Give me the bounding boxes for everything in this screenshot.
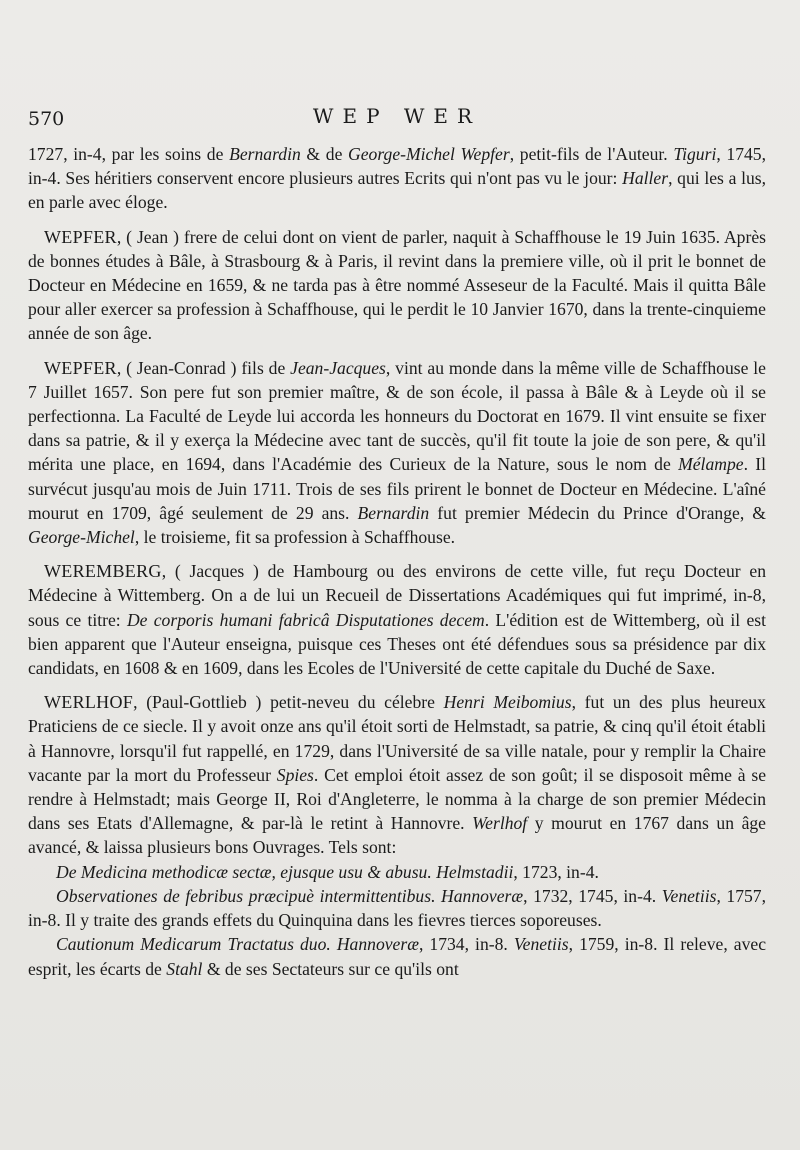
italic-span: Bernardin <box>229 144 301 164</box>
text-span: , (Paul-Gottlieb ) petit-neveu du célebre <box>133 692 444 713</box>
text-span: , qui les a lus, en parle avec éloge. <box>28 168 767 213</box>
italic-span: Mélampe <box>678 454 744 475</box>
entry-name: WEREMBERG <box>44 561 162 582</box>
bibliography-item <box>28 932 766 980</box>
italic-span: George-Michel Wepfer <box>348 144 510 164</box>
italic-span: Spies <box>276 764 314 785</box>
text-span: 1727, in-4, par les soins de <box>28 144 230 164</box>
italic-span: Bernardin <box>357 502 430 523</box>
italic-span: Observationes de febribus præcipuè intermittentibus. Hannoveræ <box>56 885 524 906</box>
italic-span: Jean-Jacques <box>290 357 386 378</box>
italic-span: De corporis humani fabricâ Disputationes decem <box>126 609 485 630</box>
italic-span: George-Michel <box>28 527 135 548</box>
entry-wepfer-jean-conrad <box>28 356 766 550</box>
italic-span: Henri Meibomius <box>443 692 572 713</box>
italic-span: Venetiis <box>661 885 717 906</box>
text-span: , 1745, in-4. Ses héritiers conservent encore plusieurs autres Ecrits qui n'ont pas vu le jour: <box>28 144 766 189</box>
text-span: , ( Jacques ) de Hambourg ou des environs de cette ville, fut reçu Docteur en Médecine à Wittemberg. On a de lui un Recueil de Dissertations Académiques qui fut imprimé, in-8, sous ce titre: <box>28 561 766 630</box>
italic-span: Tiguri <box>673 144 717 164</box>
text-span: , 1723, in-4. <box>513 861 599 882</box>
text-span: , ( Jean ) frere de celui dont on vient de parler, naquit à Schaffhouse le 19 Juin 1635. Après de bonnes études à Bâle, à Strasbourg & à Paris, il revint dans la premiere ville, où il prit le bonnet de Docteur en Médecine en 1659, & ne tarda pas à être nommé Asseseur de la Faculté. Mais il quitta Bâle pour aller exercer sa profession à Schaffhouse, qui le perdit le 10 Janvier 1670, dans la trente-cinquieme année de son âge. <box>28 226 766 344</box>
entry-name: WEPFER <box>44 226 117 247</box>
bibliography-item <box>28 884 766 932</box>
text-span: , 1757, in-8. Il y traite des grands effets du Quinquina dans les fievres tierces soporeuses. <box>28 885 767 931</box>
page-number: 570 <box>28 108 65 130</box>
page-header <box>28 104 766 142</box>
text-span: , ( Jean-Conrad ) fils de <box>116 357 291 378</box>
text-span: , le troisieme, fit sa profession à Schaffhouse. <box>134 527 456 548</box>
text-span: y mourut en 1767 dans un âge avancé, & laissa plusieurs bons Ouvrages. Tels sont: <box>28 813 766 858</box>
text-span: . L'édition est de Wittemberg, où il est bien apparent que l'Auteur enseigna, puisque ces Theses ont été défendues sous sa présidence par dix candidats, en 1608 & en 1609, dans les Ecoles de l'Université de cette capitale du Duché de Saxe. <box>28 609 766 679</box>
text-span: & de <box>300 144 349 164</box>
entry-werlhof <box>28 690 766 859</box>
italic-span: Werlhof <box>472 813 528 834</box>
entry-name: WERLHOF <box>44 692 134 713</box>
italic-span: Cautionum Medicarum Tractatus duo. Hannoveræ <box>56 934 419 955</box>
text-span: fut premier Médecin du Prince d'Orange, & <box>429 502 766 523</box>
text-span: , vint au monde dans la même ville de Schaffhouse le 7 Juillet 1657. Son pere fut son premier maître, & de son école, il passa à Bâle & à Leyde où il se perfectionna. La Faculté de Leyde lui accorda les honneurs du Doctorat en 1679. Il vint ensuite se fixer dans sa patrie, & il y exerça la Médecine avec tant de succès, qu'il fit toute la joie de son pere, & qu'il mérita une place, en 1694, dans l'Académie des Curieux de la Nature, sous le nom de <box>28 357 766 475</box>
text-span: . Il survécut jusqu'au mois de Juin 1711. Trois de ses fils prirent le bonnet de Docteur en Médecine. L'aîné mourut en 1709, âgé seulement de 29 ans. <box>28 454 767 523</box>
text-span: , 1759, in-8. Il releve, avec esprit, les écarts de <box>28 934 767 979</box>
continuation-paragraph <box>28 142 766 215</box>
text-span: & de ses Sectateurs sur ce qu'ils ont <box>202 958 459 979</box>
text-span: , fut un des plus heureux Praticiens de ce siecle. Il y avoit onze ans qu'il étoit sorti de Helmstadt, sa patrie, & cinq qu'il étoit établi à Hannovre, lorsqu'il fut rappellé, en 1729, dans l'Université de sa ville natale, pour y remplir la Chaire vacante par la mort du Professeur <box>28 692 766 785</box>
page-body <box>28 142 766 981</box>
text-span: , 1734, in-8. <box>418 934 514 955</box>
entry-weremberg <box>28 559 766 680</box>
entry-wepfer-jean <box>28 225 766 346</box>
italic-span: Stahl <box>166 958 203 979</box>
bibliography-item <box>28 860 766 884</box>
text-span: , 1732, 1745, in-4. <box>523 885 662 906</box>
text-span: , petit-fils de l'Auteur. <box>509 144 674 164</box>
italic-span: Venetiis <box>513 934 569 955</box>
italic-span: Haller <box>622 168 669 189</box>
italic-span: De Medicina methodicæ sectæ, ejusque usu & abusu. Helmstadii <box>56 861 514 882</box>
entry-name: WEPFER <box>44 357 117 378</box>
running-head: WEP WER <box>312 104 482 128</box>
text-span: . Cet emploi étoit assez de son goût; il se disposoit même à se rendre à Helmstadt; mais George II, Roi d'Angleterre, le nomma à la charge de son premier Médecin dans ses Etats d'Allemagne, & par-là le retint à Hannovre. <box>28 764 766 834</box>
